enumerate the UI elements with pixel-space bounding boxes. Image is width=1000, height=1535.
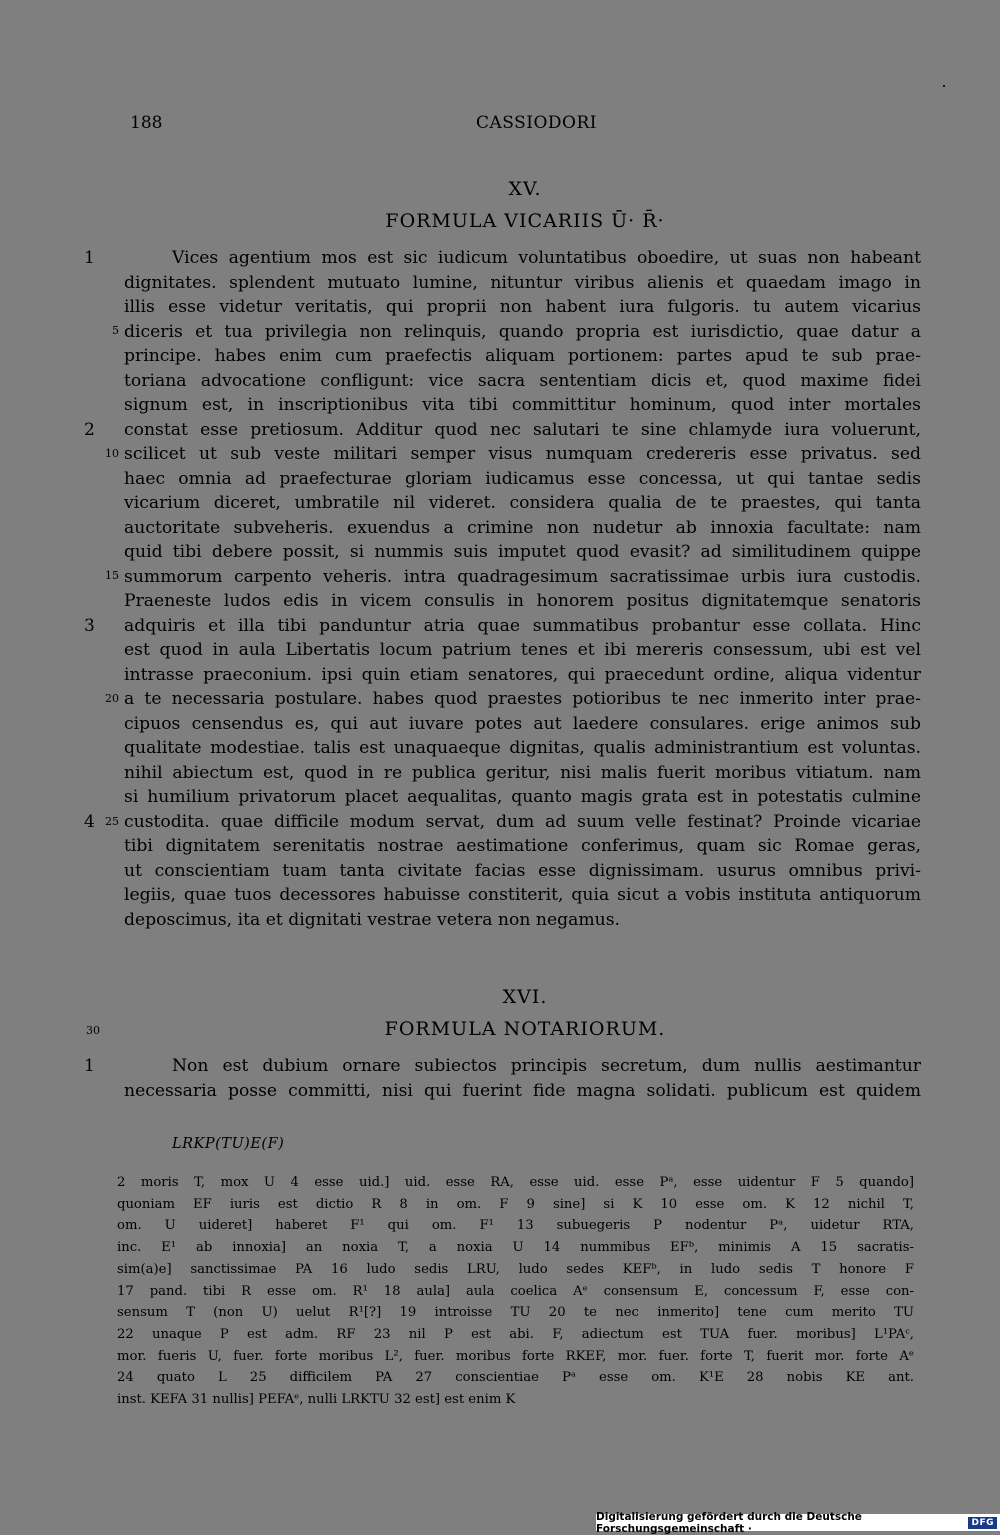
text-line: ut conscientiam tuam tanta civitate facias esse dignissimam. usurus omnibus privi- — [124, 860, 921, 881]
line-number: 10 — [105, 447, 119, 460]
text-line: tibi dignitatem serenitatis nostrae aestimatione conferimus, quam sic Romae geras, — [124, 836, 921, 856]
text-line: scilicet ut sub veste militari semper visus numquam credereris esse privatus. sed — [124, 444, 921, 464]
text-line: intrasse praeconium. ipsi quin etiam senatores, qui praecedunt ordine, aliqua videntur — [124, 664, 921, 685]
apparatus-line: 2 moris T, mox U 4 esse uid.] uid. esse RA, esse uid. esse Pᵃ, esse uidentur F 5 quando] — [117, 1175, 914, 1190]
running-title: CASSIODORI — [476, 113, 598, 133]
page-number: 188 — [130, 113, 163, 133]
paragraph-number: 1 — [84, 1056, 95, 1076]
text-line: haec omnia ad praefecturae gloriam iudicamus esse concessa, ut qui tantae sedis — [124, 468, 921, 489]
apparatus-sigla: LRKP(TU)E(F) — [172, 1136, 285, 1152]
paragraph-number: 3 — [84, 616, 95, 636]
paragraph-number: 1 — [84, 248, 95, 268]
digitization-credit-banner — [596, 1510, 1000, 1535]
text-line: principe. habes enim cum praefectis aliquam portionem: partes apud te sub prae- — [124, 346, 921, 366]
apparatus-line: quoniam EF iuris est dictio R 8 in om. F 9 sine] si K 10 esse om. K 12 nichil T, — [117, 1196, 914, 1212]
apparatus-line: om. U uideret] haberet F¹ qui om. F¹ 13 subuegeris P nodentur Pᵃ, uidetur RTA, — [117, 1218, 914, 1234]
text-line: signum est, in inscriptionibus vita tibi committitur hominum, quod inter mortales — [124, 395, 921, 415]
dfg-logo: DFG — [968, 1517, 997, 1529]
text-line: toriana advocatione confligunt: vice sacra sententiam dicis et, quod maxime fidei — [124, 370, 921, 391]
text-line: vicarium diceret, umbratile nil videret. considera qualia de te praestes, qui tanta — [124, 493, 921, 513]
apparatus-line: mor. fueris U, fuer. forte moribus L², fuer. moribus forte RKEF, mor. fuer. forte T, fuerit mor. forte Aᵉ — [117, 1348, 914, 1364]
text-line: constat esse pretiosum. Additur quod nec salutari te sine chlamyde iura voluerunt, — [124, 419, 921, 440]
text-line: Praeneste ludos edis in vicem consulis in honorem positus dignitatemque senatoris — [124, 591, 921, 611]
text-line: illis esse videtur veritatis, qui proprii non habent iura fulgoris. tu autem vicarius — [124, 297, 921, 317]
section-title: FORMULA NOTARIORUM. — [384, 1018, 666, 1040]
text-line: qualitate modestiae. talis est unaquaeque dignitas, qualis administrantium est voluntas. — [124, 738, 921, 758]
text-line: auctoritate subveheris. exuendus a crimine non nudetur ab innoxia facultate: nam — [124, 517, 921, 538]
paragraph-number: 2 — [84, 420, 95, 440]
section-number: XV. — [508, 178, 542, 200]
text-line: nihil abiectum est, quod in re publica geritur, nisi malis fuerit moribus vitiatum. nam — [124, 762, 921, 783]
scan-edge-mark — [943, 85, 945, 87]
digitization-credit-text: Digitalisierung gefördert durch die Deutsche Forschungsgemeinschaft · — [596, 1510, 862, 1535]
text-line: legiis, quae tuos decessores habuisse constiterit, quia sicut a vobis instituta antiquorum — [124, 885, 921, 905]
text-line: custodita. quae difficile modum servat, dum ad suum velle festinat? Proinde vicariae — [124, 811, 921, 832]
apparatus-line: 24 quato L 25 difficilem PA 27 conscientiae Pᵃ esse om. K¹E 28 nobis KE ant. — [117, 1370, 914, 1386]
line-number: 30 — [86, 1024, 100, 1037]
text-line: a te necessaria postulare. habes quod praestes potioribus te nec inmerito inter prae- — [124, 689, 921, 709]
paragraph-number: 4 — [84, 812, 95, 832]
text-line: si humilium privatorum placet aequalitas, quanto magis grata est in potestatis culmine — [124, 787, 921, 807]
line-number: 25 — [105, 815, 119, 828]
apparatus-line: 22 unaque P est adm. RF 23 nil P est abi. F, adiectum est TUA fuer. moribus] L¹PAᶜ, — [117, 1326, 914, 1342]
apparatus-line: sensum T (non U) uelut R¹[?] 19 introisse TU 20 te nec inmerito] tene cum merito TU — [117, 1305, 914, 1321]
text-line: est quod in aula Libertatis locum patrium tenes et ibi mereris consessum, ubi est vel — [124, 640, 921, 660]
section-title: FORMULA VICARIIS Ū· R̄· — [385, 210, 665, 232]
text-line: deposcimus, ita et dignitati vestrae vetera non negamus. — [124, 909, 621, 930]
text-line: summorum carpento veheris. intra quadragesimum sacratissimae urbis iura custodis. — [124, 566, 921, 587]
section-number: XVI. — [502, 986, 548, 1008]
apparatus-line: inc. E¹ ab innoxia] an noxia T, a noxia U 14 nummibus EFᵇ, minimis A 15 sacratis- — [117, 1240, 914, 1256]
apparatus-line: 17 pand. tibi R esse om. R¹ 18 aula] aula coelica Aᵉ consensum E, concessum F, esse con- — [117, 1283, 914, 1299]
text-line: necessaria posse committi, nisi qui fuerint fide magna solidati. publicum est quidem — [124, 1080, 921, 1101]
apparatus-line: sim(a)e] sanctissimae PA 16 ludo sedis LRU, ludo sedes KEFᵇ, in ludo sedis T honore F — [117, 1261, 914, 1277]
text-line: dignitates. splendent mutuato lumine, nituntur viribus alienis et quaedam imago in — [124, 272, 921, 293]
text-line: cipuos censendus es, qui aut iuvare potes aut laedere consulares. erige animos sub — [124, 713, 921, 734]
line-number: 20 — [105, 692, 119, 705]
text-line: diceris et tua privilegia non relinquis, quando propria est iurisdictio, quae datur a — [124, 321, 921, 342]
apparatus-line: inst. KEFA 31 nullis] PEFAᵉ, nulli LRKTU 32 est] est enim K — [117, 1392, 516, 1407]
line-number: 5 — [112, 324, 119, 337]
text-line: Non est dubium ornare subiectos principis secretum, dum nullis aestimantur — [172, 1056, 921, 1076]
line-number: 15 — [105, 569, 119, 582]
text-line: quid tibi debere possit, si nummis suis imputet quod evasit? ad similitudinem quippe — [124, 542, 921, 562]
text-line: Vices agentium mos est sic iudicum voluntatibus oboedire, ut suas non habeant — [172, 248, 921, 268]
text-line: adquiris et illa tibi panduntur atria quae summatibus probantur esse collata. Hinc — [124, 615, 921, 636]
